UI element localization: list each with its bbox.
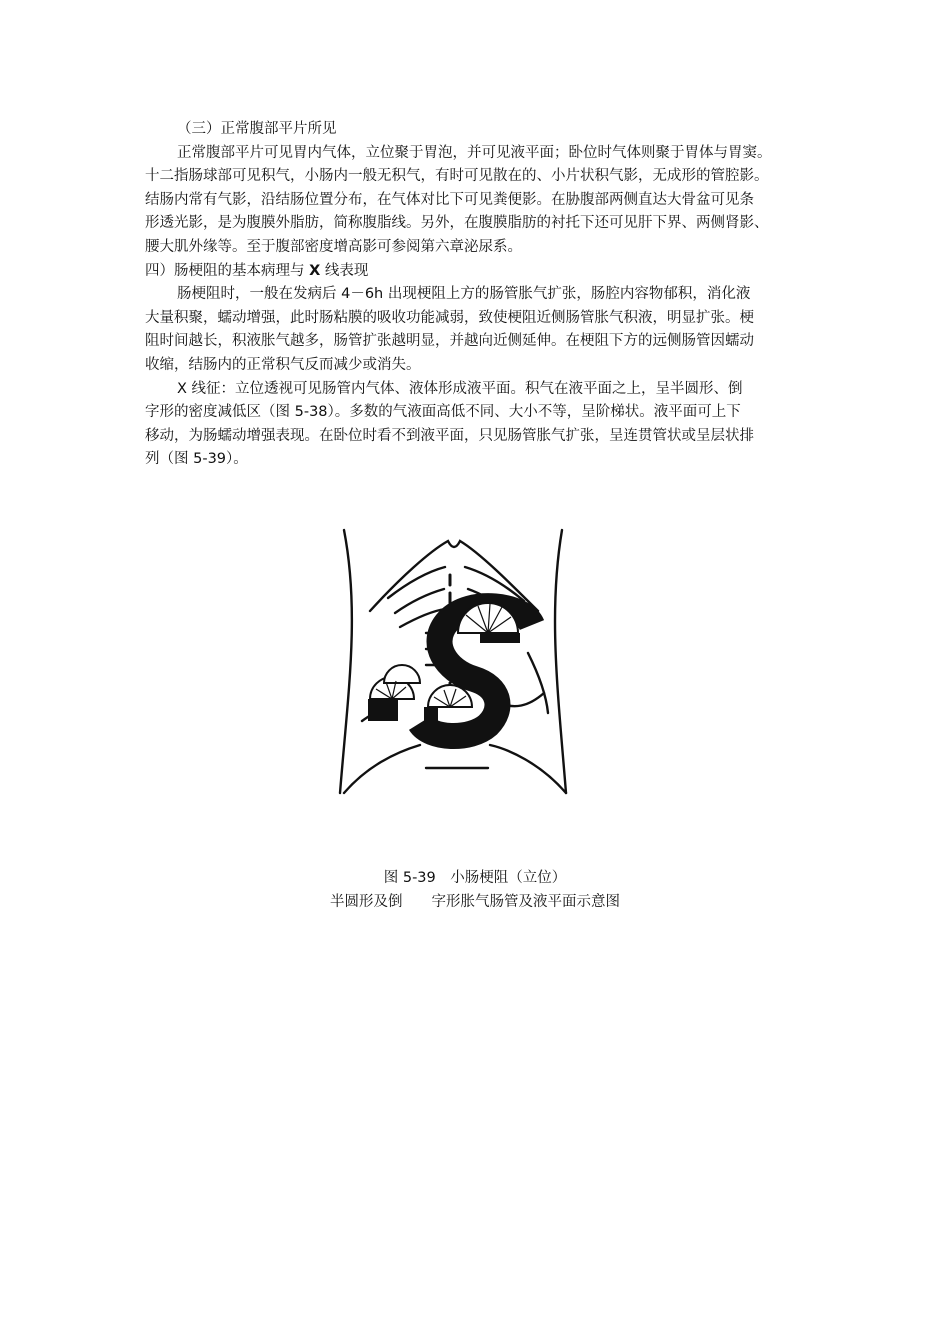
abdomen-xray-illustration	[300, 493, 610, 823]
paragraph-line: 结肠内常有气影，沿结肠位置分布，在气体对比下可见粪便影。在胁腹部两侧直达大骨盆可见条	[145, 191, 754, 208]
paragraph-line: 大量积聚，蠕动增强，此时肠粘膜的吸收功能减弱，致使梗阻近侧肠管胀气积液，明显扩张。梗	[145, 309, 754, 326]
body-text	[145, 118, 813, 472]
paragraph-line: 十二指肠球部可见积气，小肠内一般无积气，有时可见散在的、小片状积气影，无成形的管腔影。	[145, 168, 769, 185]
section-heading-4: 四）肠梗阻的基本病理与 X 线表现	[145, 262, 369, 279]
paragraph-line: 列（图 5-39）。	[145, 451, 248, 468]
paragraph-line: 肠梗阻时，一般在发病后 4－6h 出现梗阻上方的肠管胀气扩张，肠腔内容物郁积，消化液	[177, 286, 751, 303]
paragraph-line: 阻时间越长，积液胀气越多，肠管扩张越明显，并越向近侧延伸。在梗阻下方的远侧肠管因蠕动	[145, 333, 754, 350]
figure-caption: 图 5-39 小肠梗阻（立位）	[383, 870, 567, 886]
paragraph-line: 收缩，结肠内的正常积气反而减少或消失。	[145, 356, 421, 373]
paragraph-line: X 线征：立位透视可见肠管内气体、液体形成液平面。积气在液平面之上，呈半圆形、倒	[177, 380, 743, 397]
paragraph-line: 腰大肌外缘等。至于腹部密度增高影可参阅第六章泌尿系。	[145, 238, 522, 255]
section-heading-3: （三）正常腹部平片所见	[177, 121, 337, 137]
paragraph-line: 移动，为肠蠕动增强表现。在卧位时看不到液平面，只见肠管胀气扩张，呈连贯管状或呈层状排	[145, 427, 754, 444]
paragraph-line: 正常腹部平片可见胃内气体，立位聚于胃泡，并可见液平面；卧位时气体则聚于胃体与胃窦。	[177, 144, 772, 161]
paragraph-line: 形透光影，是为腹膜外脂肪，简称腹脂线。另外，在腹膜脂肪的衬托下还可见肝下界、两侧肾影、	[145, 215, 769, 232]
figure-subcaption: 半圆形及倒 字形胀气肠管及液平面示意图	[330, 894, 620, 910]
paragraph-line: 字形的密度减低区（图 5-38）。多数的气液面高低不同、大小不等，呈阶梯状。液平面可上下	[145, 404, 741, 421]
